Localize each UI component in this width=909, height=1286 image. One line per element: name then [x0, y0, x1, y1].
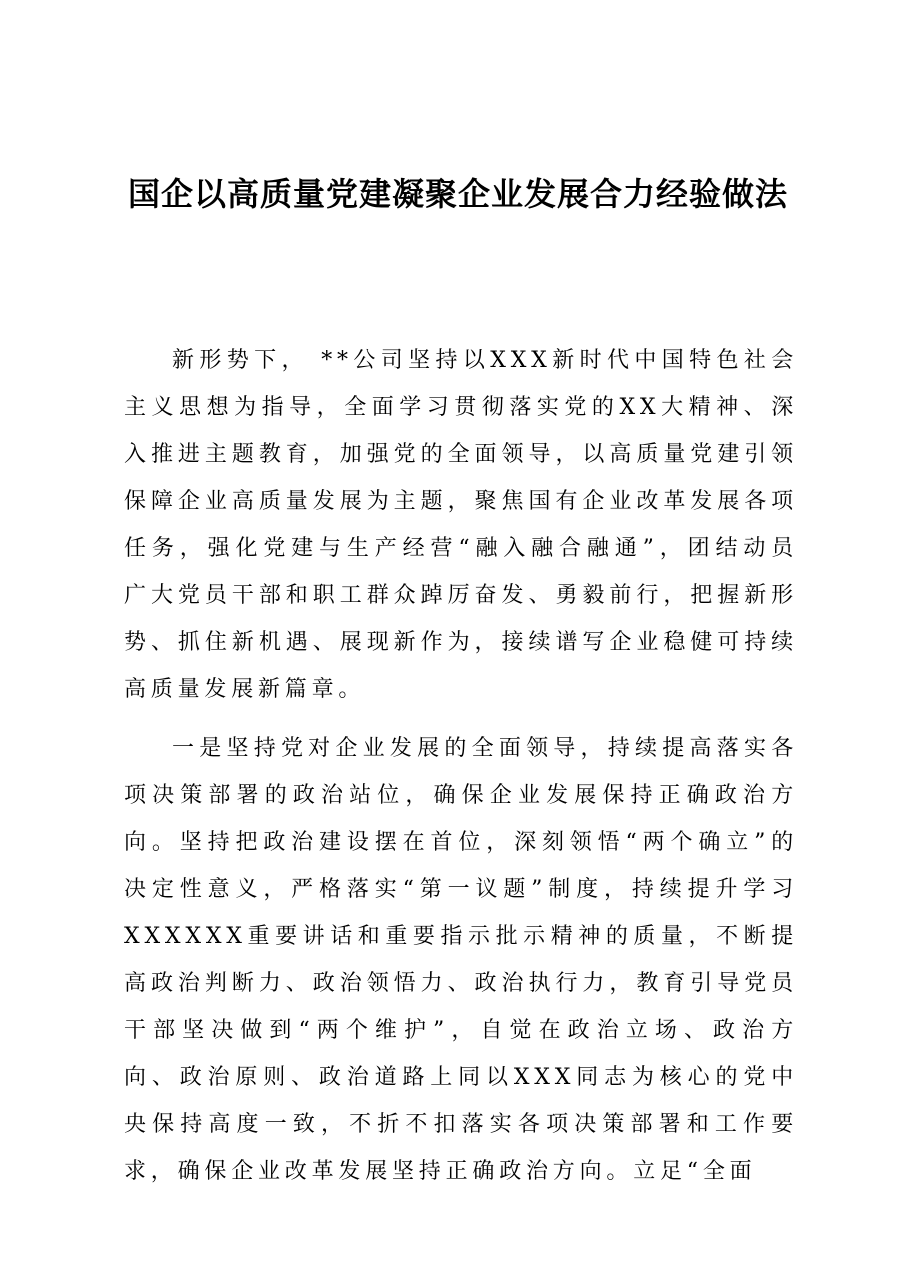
body-paragraph-point-one: 一是坚持党对企业发展的全面领导，持续提高落实各项决策部署的政治站位，确保企业发展保持正确政治方向。坚持把政治建设摆在首位，深刻领悟“两个确立”的决定性意义，严格落实“第一议题”制度，持续提升学习XXXXXX重要讲话和重要指示批示精神的质量，不断提高政治判断力、政治领悟力、政治执行力，教育引导党员干部坚决做到“两个维护”，自觉在政治立场、政治方向、政治原则、政治道路上同以XXX同志为核心的党中央保持高度一致，不折不扣落实各项决策部署和工作要求，确保企业改革发展坚持正确政治方向。立足“全面 [124, 736, 798, 1184]
document-body [124, 337, 798, 1195]
body-paragraph-intro: 新形势下， **公司坚持以XXX新时代中国特色社会主义思想为指导，全面学习贯彻落实党的XX大精神、深入推进主题教育，加强党的全面领导，以高质量党建引领保障企业高质量发展为主题，聚焦国有企业改革发展各项任务，强化党建与生产经营“融入融合融通”，团结动员广大党员干部和职工群众踔厉奋发、勇毅前行，把握新形势、抓住新机遇、展现新作为，接续谱写企业稳健可持续高质量发展新篇章。 [124, 348, 798, 702]
document-title: 国企以高质量党建凝聚企业发展合力经验做法 [127, 175, 788, 213]
